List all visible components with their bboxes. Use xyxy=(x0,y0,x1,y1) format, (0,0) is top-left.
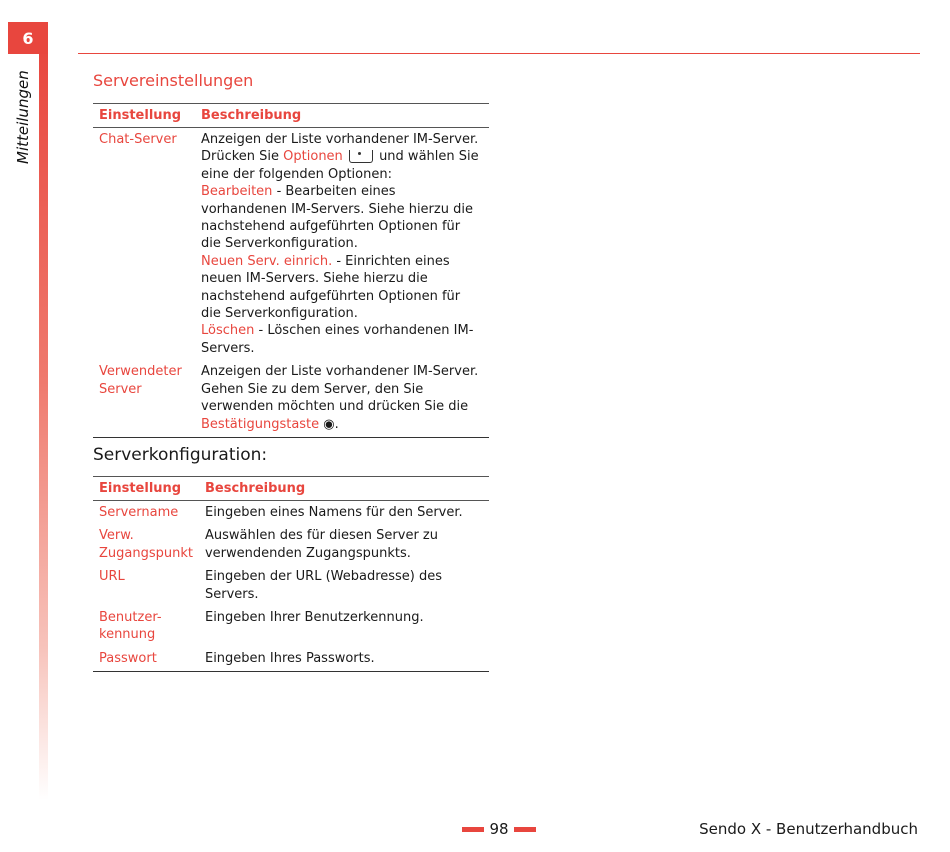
section-title-serverkonfiguration: Serverkonfiguration: xyxy=(93,444,268,465)
setting-name: Verw. Zugangspunkt xyxy=(99,528,193,561)
table-row xyxy=(93,524,489,565)
setting-description xyxy=(195,128,489,361)
column-header-einstellung: Einstellung xyxy=(93,104,195,128)
setting-description: Eingeben Ihres Passworts. xyxy=(199,647,489,672)
column-header-beschreibung: Beschreibung xyxy=(195,104,489,128)
description-text: . xyxy=(334,416,339,432)
option-neuen-server: Neuen Serv. einrich. xyxy=(201,253,333,269)
confirm-key-icon: ◉ xyxy=(323,416,335,432)
header-rule xyxy=(78,53,920,54)
column-header-beschreibung: Beschreibung xyxy=(199,476,489,500)
footer-accent-right xyxy=(514,827,536,832)
table-row xyxy=(93,360,489,437)
option-bearbeiten: Bearbeiten xyxy=(201,184,273,200)
setting-description: Eingeben der URL (Webadresse) des Servers. xyxy=(204,569,443,602)
table-row xyxy=(93,606,489,647)
setting-name: Servername xyxy=(99,504,179,520)
server-config-table xyxy=(93,476,489,672)
description-text: Anzeigen der Liste vorhandener IM-Server. Gehen Sie zu dem Server, den Sie verwenden möchten und drücken Sie die xyxy=(201,364,479,415)
setting-name: Chat-Server xyxy=(99,132,177,147)
page-content xyxy=(93,70,489,672)
chapter-number: 6 xyxy=(8,22,48,54)
section-title-servereinstellungen: Servereinstellungen xyxy=(93,71,254,90)
setting-name: Passwort xyxy=(93,647,199,672)
sidebar-accent-bar xyxy=(39,40,48,800)
footer-accent-left xyxy=(462,827,484,832)
table-row xyxy=(93,647,489,672)
table-header-row xyxy=(93,476,489,500)
server-settings-table xyxy=(93,103,489,438)
setting-description: Eingeben eines Namens für den Server. xyxy=(204,504,463,520)
page-number xyxy=(462,820,536,838)
setting-name: Benutzer-kennung xyxy=(99,609,162,643)
setting-description xyxy=(195,360,489,437)
option-description: - Bearbeiten eines vorhandenen IM-Servers. Siehe hierzu die nachstehend aufgeführten Optionen für die Serverkonfiguration. xyxy=(201,184,473,252)
table-row xyxy=(93,128,489,361)
table-row xyxy=(93,565,489,606)
description-text: Anzeigen der Liste vorhandener IM-Server. Drücken Sie xyxy=(201,132,479,165)
setting-name: URL xyxy=(99,569,125,585)
table-header-row xyxy=(93,104,489,128)
softkey-icon xyxy=(349,150,373,163)
description-text: und wählen Sie eine der folgenden Optionen: xyxy=(201,149,479,182)
page-number-text: 98 xyxy=(489,820,509,838)
option-description: - Einrichten eines neuen IM-Servers. Siehe hierzu die nachstehend aufgeführten Optionen für die Serverkonfiguration. xyxy=(201,253,461,322)
setting-description: Eingeben Ihrer Benutzerkennung. xyxy=(204,609,424,625)
bestaetigungstaste-link: Bestätigungstaste xyxy=(201,416,320,432)
option-loeschen: Löschen xyxy=(201,323,255,339)
book-title: Sendo X - Benutzerhandbuch xyxy=(699,820,918,838)
table-row xyxy=(93,500,489,524)
setting-name: Verwendeter Server xyxy=(93,360,195,437)
setting-description: Auswählen des für diesen Server zu verwendenden Zugangspunkts. xyxy=(204,528,438,561)
column-header-einstellung: Einstellung xyxy=(93,476,199,500)
optionen-link: Optionen xyxy=(283,149,343,165)
chapter-title: Mitteilungen xyxy=(14,70,32,164)
option-description: - Löschen eines vorhandenen IM-Servers. xyxy=(201,323,474,356)
